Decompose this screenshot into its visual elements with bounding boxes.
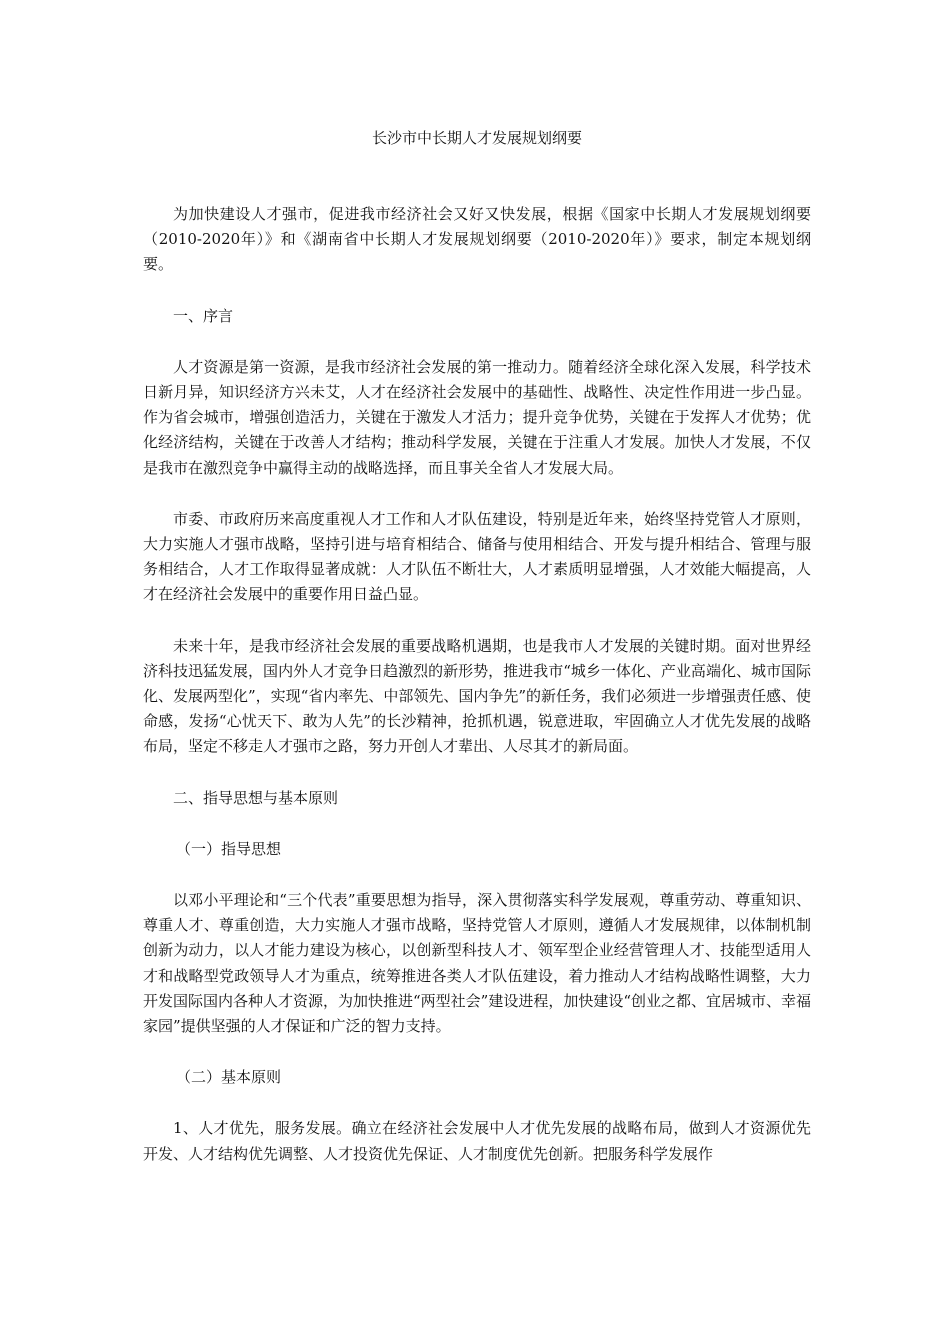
subsection-heading-principles: （二）基本原则: [176, 1068, 282, 1087]
section-heading-preface: 一、序言: [173, 306, 234, 325]
intro-paragraph: 为加快建设人才强市，促进我市经济社会又好又快发展，根据《国家中长期人才发展规划纲要（2010-2020年）》和《湖南省中长期人才发展规划纲要（2010-2020年）》要求，制定本规划纲要。: [143, 205, 811, 274]
document-title: 长沙市中长期人才发展规划纲要: [371, 129, 582, 147]
body-paragraph: 人才资源是第一资源，是我市经济社会发展的第一推动力。随着经济全球化深入发展，科学技术日新月异，知识经济方兴未艾，人才在经济社会发展中的基础性、战略性、决定性作用进一步凸显。作为省会城市，增强创造活力，关键在于激发人才活力；提升竞争优势，关键在于发挥人才优势；优化经济结构，关键在于改善人才结构；推动科学发展，关键在于注重人才发展。加快人才发展，不仅是我市在激烈竞争中赢得主动的战略选择，而且事关全省人才发展大局。: [143, 357, 811, 477]
body-paragraph: 市委、市政府历来高度重视人才工作和人才队伍建设，特别是近年来，始终坚持党管人才原则，大力实施人才强市战略，坚持引进与培育相结合、储备与使用相结合、开发与提升相结合、管理与服务相结合，人才工作取得显著成就：人才队伍不断壮大，人才素质明显增强，人才效能大幅提高，人才在经济社会发展中的重要作用日益凸显。: [143, 509, 811, 604]
body-paragraph: 以邓小平理论和“三个代表”重要思想为指导，深入贯彻落实科学发展观，尊重劳动、尊重知识、尊重人才、尊重创造，大力实施人才强市战略，坚持党管人才原则，遵循人才发展规律，以体制机制创新为动力，以人才能力建设为核心，以创新型科技人才、领军型企业经营管理人才、技能型适用人才和战略型党政领导人才为重点，统筹推进各类人才队伍建设，着力推动人才结构战略性调整，大力开发国际国内各种人才资源，为加快推进“两型社会”建设进程，加快建设“创业之都、宜居城市、幸福家园”提供坚强的人才保证和广泛的智力支持。: [143, 891, 812, 1036]
document-body: [143, 202, 811, 1193]
section-heading-guiding: 二、指导思想与基本原则: [173, 788, 339, 807]
subsection-heading-guiding-thought: （一）指导思想: [176, 839, 282, 858]
body-paragraph: 未来十年，是我市经济社会发展的重要战略机遇期，也是我市人才发展的关键时期。面对世界经济科技迅猛发展，国内外人才竞争日趋激烈的新形势，推进我市“城乡一体化、产业高端化、城市国际化、发展两型化”，实现“省内率先、中部领先、国内争先”的新任务，我们必须进一步增强责任感、使命感，发扬“心忧天下、敢为人先”的长沙精神，抢抓机遇，锐意进取，牢固确立人才优先发展的战略布局，坚定不移走人才强市之路，努力开创人才辈出、人尽其才的新局面。: [143, 636, 812, 756]
body-paragraph: 1、人才优先，服务发展。确立在经济社会发展中人才优先发展的战略布局，做到人才资源优先开发、人才结构优先调整、人才投资优先保证、人才制度优先创新。把服务科学发展作: [143, 1119, 811, 1163]
